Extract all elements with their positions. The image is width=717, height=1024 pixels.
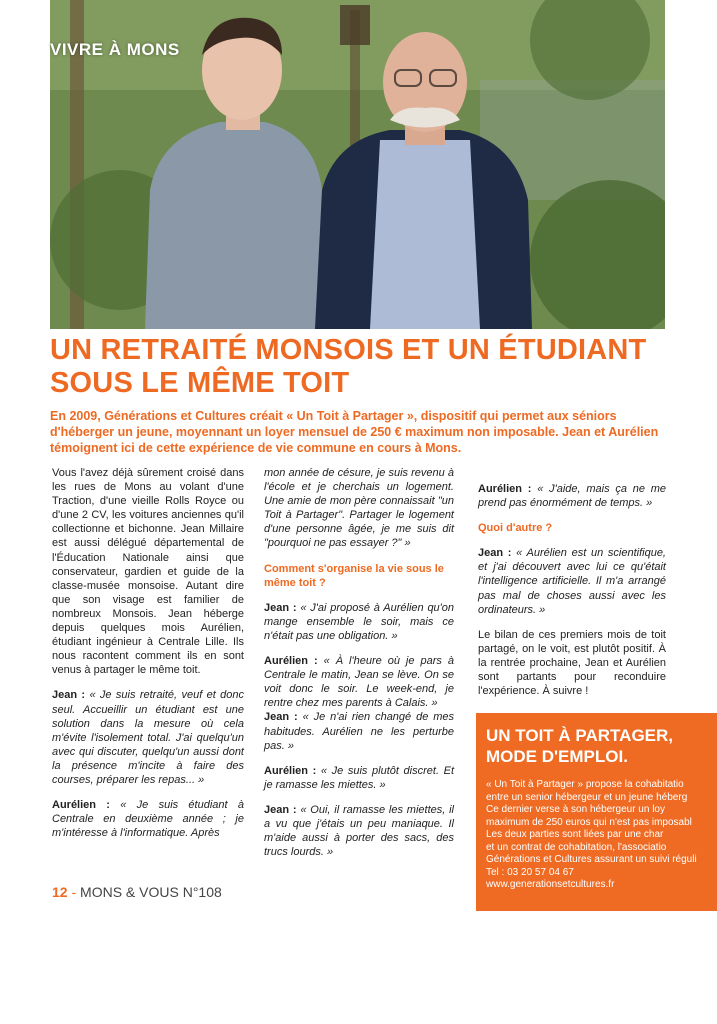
quote-paragraph [478,546,666,616]
article-lead: En 2009, Générations et Cultures créait « Un Toit à Partager », dispositif qui permet aux séniors d'héberger un jeune, moyennant un loyer mensuel de 250 € maximum non imposable. Jean et Aurélien témoignent ici de cette expérience de vie commune en cours à Mons. [50,409,659,455]
speaker-label: Jean : [264,803,297,816]
quote-text: « Aurélien est un scientifique, et j'ai découvert avec lui ce qu'était l'intelligence artificielle. Il m'a arrangé pas mal de choses aussi avec les ordinateurs. » [478,547,666,616]
info-box-line: « Un Toit à Partager » propose la cohabitatio [486,779,684,790]
footer-separator: - [71,884,77,900]
article-column-1 [52,466,244,851]
info-box-line: Générations et Cultures assurant un suivi réguli [486,854,697,865]
speaker-label: Aurélien : [52,799,110,812]
article-column-3 [478,482,666,709]
speaker-label: Aurélien : [478,483,532,495]
page-number: 12 [52,884,68,900]
info-box-line: Ce dernier verse à son hébergeur un loy [486,804,665,815]
info-box-line: entre un senior hébergeur et un jeune héberg [486,791,688,803]
article-title: UN RETRAITÉ MONSOIS ET UN ÉTUDIANT SOUS LE MÊME TOIT [50,334,647,399]
quote-text: « Je suis retraité, veuf et donc seul. Accueillir un étudiant est une solution dans la mesure où cela m'évite l'isolement total. J'ai quelqu'un avec qui discuter, quelqu'un aussi dont la présence m'incite à faire des courses, préparer les repas... » [52,689,244,786]
section-kicker: VIVRE À MONS [50,40,180,59]
quote-paragraph [264,803,454,859]
conclusion-paragraph: Le bilan de ces premiers mois de toit partagé, on le voit, est plutôt positif. À la rentrée prochaine, Jean et Aurélien sont partants pour reconduire l'expérience. À suivre ! [478,628,666,698]
intro-paragraph: Vous l'avez déjà sûrement croisé dans les rues de Mons au volant d'une Traction, d'une vieille Rolls Royce ou d'une 2 CV, les voitures anciennes qu'il collectionne et bichonne. Jean Millaire est aussi délégué départemental de l'Éducation Nationale ainsi que conservateur, gardien et guide de la classe-musée monsoise. Autant dire que son visage est familier de nombreux Monsois. Jean héberge depuis quelques mois Aurélien, étudiant ingénieur à Centrale Lille. Ils nous racontent comment ils en sont venus à partager le même toit. [52,467,244,677]
info-box-line: maximum de 250 euros qui n'est pas imposabl [486,816,692,828]
quote-text: « J'aide, mais ça ne me prend pas énormément de temps. » [478,483,667,510]
quote-text: « Je n'ai rien changé de mes habitudes. Aurélien ne les perturbe pas. » [264,711,454,752]
magazine-name: MONS & VOUS N°108 [80,884,222,900]
info-box-line: Les deux parties sont liées par une char [486,829,664,840]
page-footer [52,884,222,900]
quote-text: « J'ai proposé à Aurélien qu'on mange ensemble le soir, mais ce n'était pas une obligation. » [264,601,455,642]
subheading: Comment s'organise la vie sous le même toit ? [264,562,444,589]
info-box-phone: Tel : 03 20 57 04 67 [486,866,574,878]
speaker-label: Jean : [264,711,298,724]
quote-paragraph [478,482,666,510]
info-box-title: UN TOIT À PARTAGER, MODE D'EMPLOI. [486,726,673,766]
quote-text: « À l'heure où je pars à Centrale le matin, Jean se lève. On se voit donc le soir. Le week-end, je rentre chez mes parents à Calais. » [264,655,454,710]
quote-paragraph [264,601,454,643]
speaker-label: Aurélien : [264,655,318,668]
quote-paragraph [52,688,244,787]
speaker-label: Jean : [52,689,86,702]
quote-paragraph [52,798,244,840]
quote-continuation: mon année de césure, je suis revenu à l'école et je cherchais un logement. Une amie de mon père connaissait "un Toit à Partager". Partager le logement d'une personne âgée, je me suis dit "pourquoi ne pas essayer ?" » [264,467,454,550]
article-column-2 [264,466,454,870]
subheading: Quoi d'autre ? [478,522,553,535]
info-box-body [486,779,717,892]
speaker-label: Jean : [478,547,512,560]
quote-text: « Je suis plutôt discret. Et je ramasse les miettes. » [264,764,454,791]
info-box-line: et un contrat de cohabitation, l'associatio [486,841,667,853]
quote-paragraph [264,764,454,792]
speaker-label: Aurélien : [264,764,317,777]
quote-text: « Je suis étudiant à Centrale en deuxième année ; je m'intéresse à l'informatique. Après [52,799,244,840]
quote-paragraph [264,654,454,710]
info-box-website: www.generationsetcultures.fr [486,879,615,890]
quote-text: « Oui, il ramasse les miettes, il a vu que j'étais un peu maniaque. Il m'aide aussi à porter des sacs, des trucs lourds. » [264,803,455,859]
quote-paragraph [264,710,454,752]
info-box [476,713,717,911]
speaker-label: Jean : [264,601,297,614]
